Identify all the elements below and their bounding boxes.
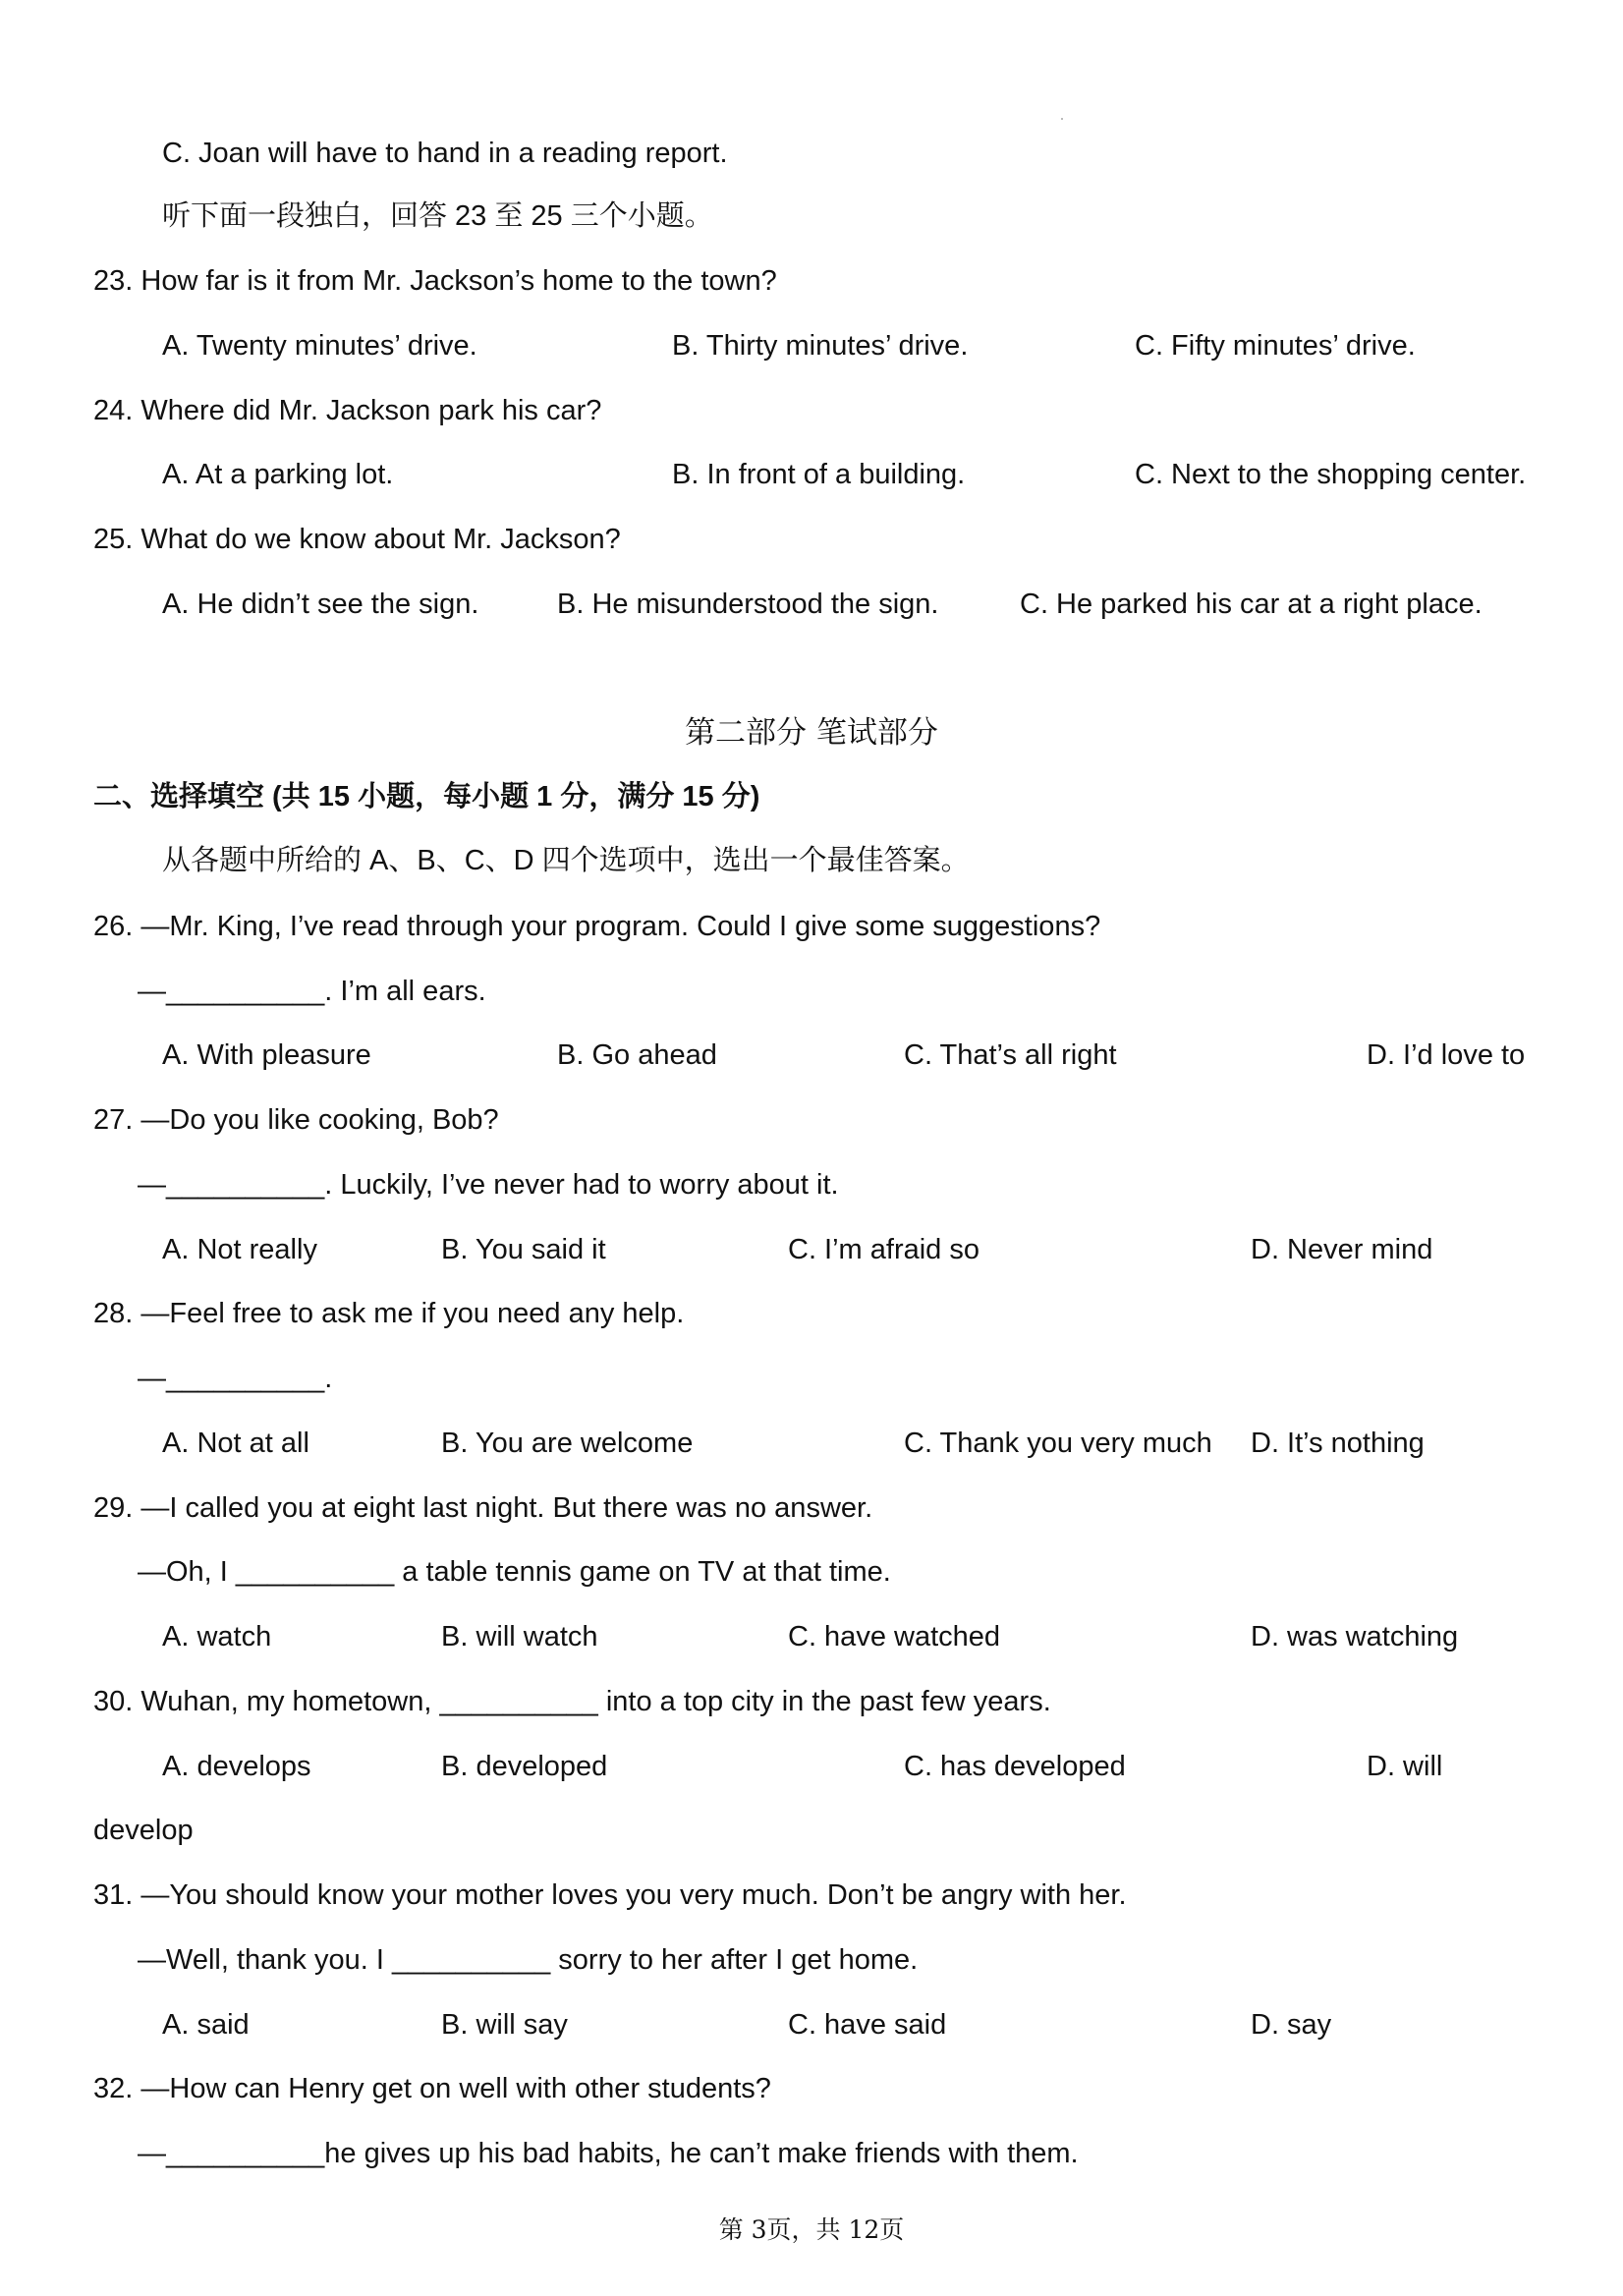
question-31: 31. —You should know your mother loves you very much. Don’t be angry with her. (93, 1879, 1127, 1911)
option-b: B. developed (441, 1751, 608, 1782)
option-a: A. At a parking lot. (162, 459, 394, 490)
option-d: D. will (1367, 1751, 1443, 1782)
option-b: B. Go ahead (557, 1039, 717, 1071)
answer-line: —Oh, I __________ a table tennis game on TV at that time. (138, 1556, 891, 1588)
option-c: C. Thank you very much (904, 1428, 1212, 1459)
option-a: A. With pleasure (162, 1039, 371, 1071)
answer-line: —__________. Luckily, I’ve never had to worry about it. (138, 1169, 839, 1201)
answer-line: —__________. I’m all ears. (138, 976, 486, 1007)
option-d: D. say (1251, 2009, 1332, 2041)
question-28: 28. —Feel free to ask me if you need any help. (93, 1298, 685, 1329)
option-c: C. Fifty minutes’ drive. (1135, 330, 1416, 362)
section-instruction: 从各题中所给的 A、B、C、D 四个选项中，选出一个最佳答案。 (162, 845, 970, 876)
option-c: C. That’s all right (904, 1039, 1117, 1071)
option-d: D. It’s nothing (1251, 1428, 1425, 1459)
option-a: A. develops (162, 1751, 311, 1782)
answer-line: —__________. (138, 1363, 333, 1394)
option-b: B. You said it (441, 1234, 606, 1265)
scan-speck (1061, 118, 1063, 120)
option-c: C. Next to the shopping center. (1135, 459, 1527, 490)
option-a: A. Twenty minutes’ drive. (162, 330, 477, 362)
answer-line: —Well, thank you. I __________ sorry to her after I get home. (138, 1944, 919, 1976)
option-b: B. will watch (441, 1621, 598, 1652)
question-25: 25. What do we know about Mr. Jackson? (93, 524, 621, 555)
option-line: C. Joan will have to hand in a reading report. (162, 138, 728, 169)
section-title: 二、选择填空 (共 15 小题，每小题 1 分，满分 15 分) (93, 781, 760, 812)
option-b: B. Thirty minutes’ drive. (672, 330, 969, 362)
option-a: A. said (162, 2009, 250, 2041)
section-heading: 第二部分 笔试部分 (685, 715, 938, 751)
option-b: B. In front of a building. (672, 459, 966, 490)
option-b: B. He misunderstood the sign. (557, 588, 939, 620)
option-d: D. was watching (1251, 1621, 1459, 1652)
option-c: C. has developed (904, 1751, 1126, 1782)
question-24: 24. Where did Mr. Jackson park his car? (93, 395, 602, 426)
page-footer: 第 3页，共 12页 (718, 2215, 905, 2244)
option-c: C. I’m afraid so (788, 1234, 979, 1265)
option-a: A. Not at all (162, 1428, 309, 1459)
question-32: 32. —How can Henry get on well with other students? (93, 2073, 771, 2104)
option-c: C. have watched (788, 1621, 1001, 1652)
option-d: D. Never mind (1251, 1234, 1433, 1265)
question-23: 23. How far is it from Mr. Jackson’s home to the town? (93, 265, 777, 297)
option-d: D. I’d love to (1367, 1039, 1526, 1071)
question-30: 30. Wuhan, my hometown, __________ into a top city in the past few years. (93, 1686, 1051, 1717)
option-b: B. will say (441, 2009, 568, 2041)
question-29: 29. —I called you at eight last night. But there was no answer. (93, 1492, 873, 1524)
option-a: A. He didn’t see the sign. (162, 588, 479, 620)
instruction-line: 听下面一段独白，回答 23 至 25 三个小题。 (162, 200, 713, 232)
question-26: 26. —Mr. King, I’ve read through your program. Could I give some suggestions? (93, 911, 1101, 942)
option-d-continued: develop (93, 1815, 194, 1846)
option-c: C. have said (788, 2009, 947, 2041)
option-b: B. You are welcome (441, 1428, 694, 1459)
question-27: 27. —Do you like cooking, Bob? (93, 1104, 499, 1136)
answer-line: —__________he gives up his bad habits, he can’t make friends with them. (138, 2138, 1079, 2169)
option-a: A. Not really (162, 1234, 317, 1265)
option-a: A. watch (162, 1621, 272, 1652)
option-c: C. He parked his car at a right place. (1020, 588, 1483, 620)
